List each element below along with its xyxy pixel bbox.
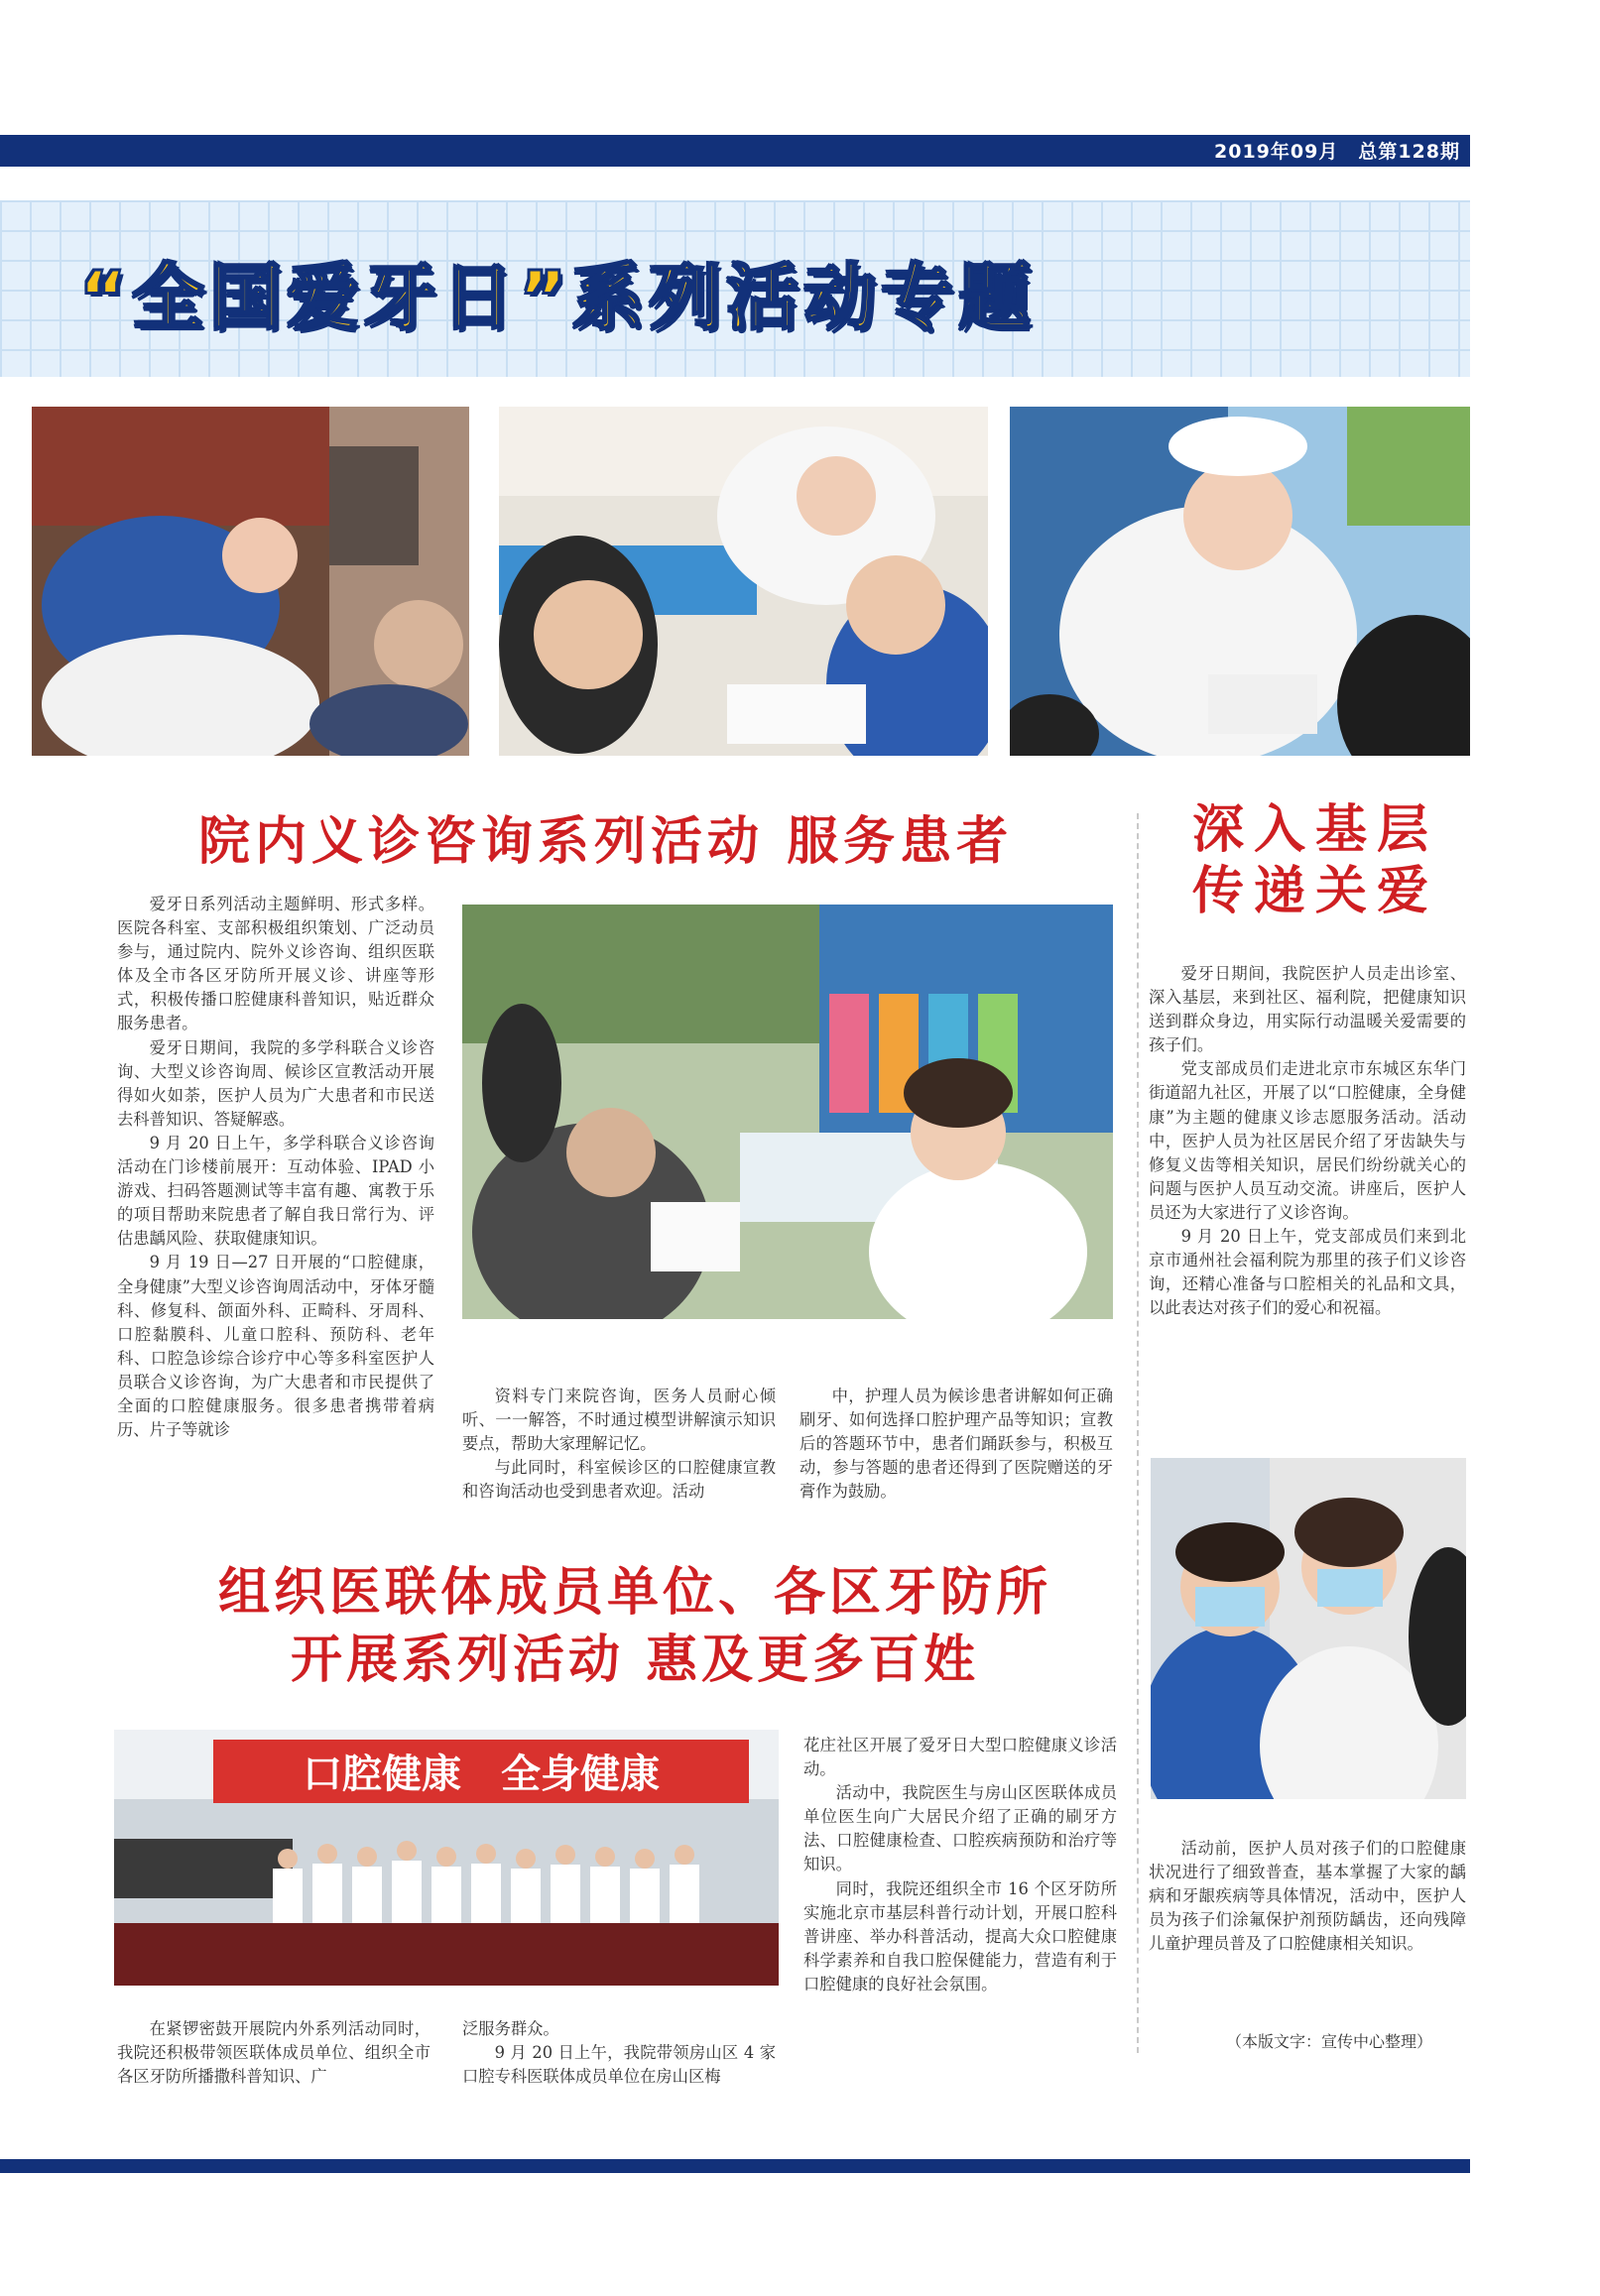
headline-line: 深入基层	[1191, 799, 1438, 860]
paragraph: 党支部成员们走进北京市东城区东华门街道韶九社区，开展了以“口腔健康，全身健康”为主题的健康义诊志愿服务活动。活动中，医护人员为社区居民介绍了牙齿缺失与修复义齿等相关知识，居民们纷纷就关心的问题与医护人员互动交流。讲座后，医护人员还为大家进行了义诊咨询。	[1149, 1059, 1466, 1222]
photo-consultation-queue	[462, 905, 1113, 1319]
credit-line: （本版文字：宣传中心整理）	[1226, 2032, 1433, 2051]
section2-body	[1149, 962, 1466, 1320]
section3-col3	[803, 1734, 1117, 1996]
section1-headline: 院内义诊咨询系列活动 服务患者	[198, 811, 1014, 872]
photo-group-banner	[114, 1730, 779, 1986]
section3-headline	[188, 1559, 1081, 1694]
section3-col1	[117, 2017, 431, 2089]
paragraph: 9 月 20 日上午，党支部成员们来到北京市通州社会福利院为那里的孩子们义诊咨询，还精心准备与口腔相关的礼品和文具，以此表达对孩子们的爱心和祝福。	[1149, 1227, 1466, 1318]
column-divider	[1137, 813, 1139, 2053]
photo-nurse-writing	[499, 407, 988, 756]
headline-line: 开展系列活动 惠及更多百姓	[290, 1630, 980, 1690]
paragraph: 9 月 19 日—27 日开展的“口腔健康，全身健康”大型义诊咨询周活动中，牙体牙髓科、修复科、颌面外科、正畸科、牙周科、口腔黏膜科、儿童口腔科、预防科、老年科、口腔急诊综合诊疗中心等多科室医护人员联合义诊咨询，为广大患者和市民提供了全面的口腔健康服务。很多患者携带着病历、片子等就诊	[117, 1253, 434, 1440]
paragraph: 爱牙日期间，我院的多学科联合义诊咨询、大型义诊咨询周、候诊区宣教活动开展得如火如荼，医护人员为广大患者和市民送去科普知识、答疑解惑。	[117, 1037, 434, 1129]
photo-elderly-exam	[32, 407, 469, 756]
issue-label: 2019年09月 总第128期	[1214, 141, 1460, 163]
headline-line: 组织医联体成员单位、各区牙防所	[217, 1562, 1051, 1623]
section1-col3	[800, 1385, 1113, 1504]
paragraph: 花庄社区开展了爱牙日大型口腔健康义诊活动。	[803, 1736, 1117, 1779]
paragraph: 与此同时，科室候诊区的口腔健康宣教和咨询活动也受到患者欢迎。活动	[462, 1458, 776, 1502]
page-title: “全国爱牙日”系列活动专题	[79, 256, 1037, 339]
section1-col1	[117, 893, 434, 1442]
section2-body2	[1149, 1837, 1466, 1956]
paragraph: 9 月 20 日上午，多学科联合义诊咨询活动在门诊楼前展开：互动体验、IPAD 小游戏、扫码答题测试等丰富有趣、寓教于乐的项目帮助来院患者了解自我日常行为、评估患龋风险、获取健康知识。	[117, 1133, 434, 1249]
photo-volunteers-masked	[1151, 1458, 1466, 1799]
headline-line: 传递关爱	[1191, 861, 1438, 921]
photo-nurse-model	[1010, 407, 1470, 756]
paragraph: 活动前，医护人员对孩子们的口腔健康状况进行了细致普查，基本掌握了大家的龋病和牙龈疾病等具体情况，活动中，医护人员为孩子们涂氟保护剂预防龋齿，还向残障儿童护理员普及了口腔健康相关知识。	[1149, 1839, 1466, 1954]
paragraph: 爱牙日系列活动主题鲜明、形式多样。医院各科室、支部积极组织策划、广泛动员参与，通过院内、院外义诊咨询、组织医联体及全市各区牙防所开展义诊、讲座等形式，积极传播口腔健康科普知识，贴近群众服务患者。	[117, 895, 434, 1033]
paragraph: 活动中，我院医生与房山区医联体成员单位医生向广大居民介绍了正确的刷牙方法、口腔健康检查、口腔疾病预防和治疗等知识。	[803, 1783, 1117, 1874]
section3-col2	[462, 2017, 776, 2089]
photo-banner-text: 口腔健康 全身健康	[303, 1752, 660, 1797]
section1-col2	[462, 1385, 776, 1504]
paragraph: 资料专门来院咨询，医务人员耐心倾听、一一解答，不时通过模型讲解演示知识要点，帮助大家理解记忆。	[462, 1387, 776, 1454]
paragraph: 同时，我院还组织全市 16 个区牙防所实施北京市基层科普行动计划，开展口腔科普讲座、举办科普活动，提高大众口腔健康科学素养和自我口腔保健能力，营造有利于口腔健康的良好社会氛围。	[803, 1878, 1117, 1994]
paragraph: 中，护理人员为候诊患者讲解如何正确刷牙、如何选择口腔护理产品等知识；宣教后的答题环节中，患者们踊跃参与，积极互动，参与答题的患者还得到了医院赠送的牙膏作为鼓励。	[800, 1387, 1113, 1502]
paragraph: 爱牙日期间，我院医护人员走出诊室、深入基层，来到社区、福利院，把健康知识送到群众身边，用实际行动温暖关爱需要的孩子们。	[1149, 964, 1466, 1055]
paragraph: 9 月 20 日上午，我院带领房山区 4 家口腔专科医联体成员单位在房山区梅	[462, 2043, 776, 2087]
paragraph: 泛服务群众。	[462, 2019, 559, 2038]
section2-headline	[1186, 799, 1444, 922]
bottom-rule	[0, 2159, 1470, 2173]
paragraph: 在紧锣密鼓开展院内外系列活动同时，我院还积极带领医联体成员单位、组织全市各区牙防所播撒科普知识、广	[117, 2019, 431, 2087]
